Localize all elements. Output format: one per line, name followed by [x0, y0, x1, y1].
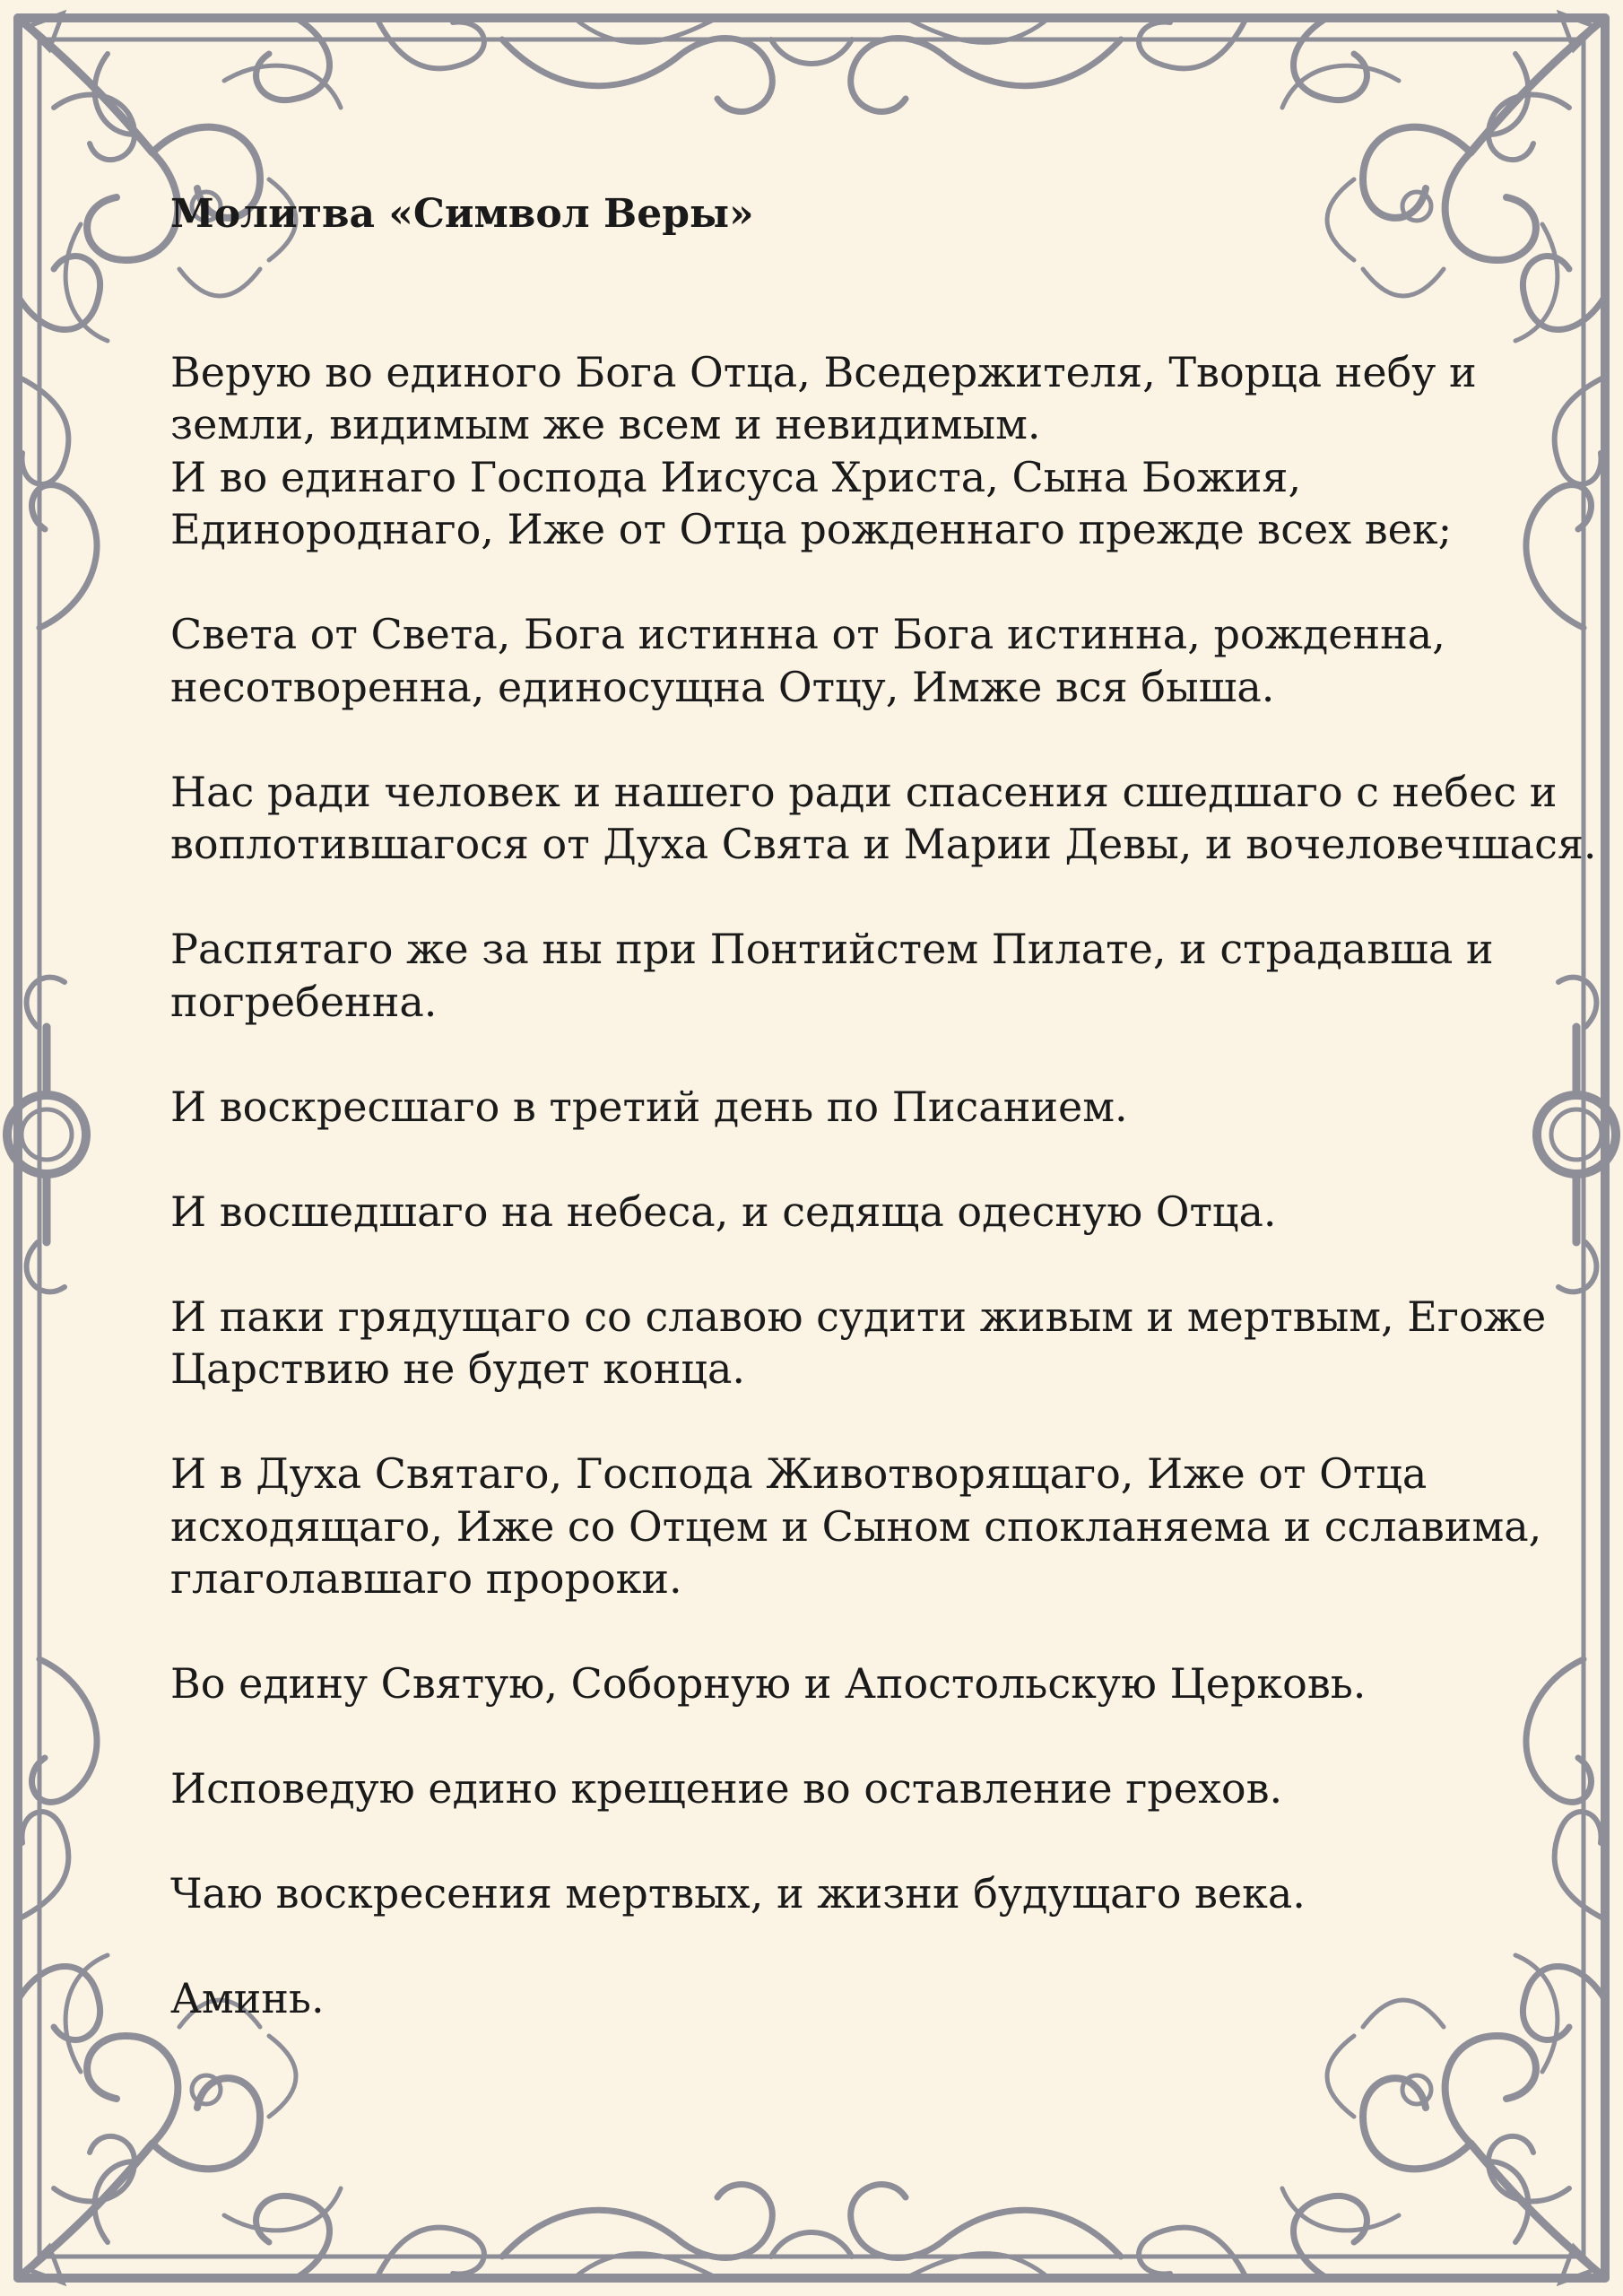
- prayer-line: Чаю воскресения мертвых, и жизни будущаго века.: [170, 1869, 1306, 1918]
- prayer-line: Верую во единого Бога Отца, Вседержителя, Творца небу и: [170, 347, 1477, 396]
- prayer-text-block: [170, 188, 1597, 2077]
- prayer-paragraph: [170, 346, 1497, 556]
- prayer-line: несотворенна, единосущна Отцу, Имже вся быша.: [170, 662, 1275, 711]
- prayer-line: И во единаго Господа Иисуса Христа, Сына Божия,: [170, 452, 1302, 501]
- prayer-line: Единороднаго, Иже от Отца рожденнаго прежде всех век;: [170, 505, 1453, 553]
- prayer-line: исходящаго, Иже со Отцем и Сыном спокланяема и сславима,: [170, 1501, 1542, 1551]
- prayer-paragraph: [170, 766, 1597, 871]
- prayer-line: Нас ради человек и нашего ради спасения сшедшаго с небес и: [170, 767, 1558, 816]
- prayer-line: земли, видимым же всем и невидимым.: [170, 400, 1041, 448]
- prayer-paragraph: [170, 1657, 1497, 1710]
- prayer-paragraph: [170, 1972, 1497, 2025]
- prayer-line: погребенна.: [170, 977, 438, 1026]
- prayer-paragraph: [170, 1081, 1497, 1134]
- prayer-line: воплотившагося от Духа Свята и Марии Девы, и вочеловечшася.: [170, 820, 1597, 868]
- page-title: Молитва «Символ Веры»: [170, 191, 754, 237]
- prayer-paragraph: [170, 1291, 1547, 1396]
- prayer-line: И воскресшаго в третий день по Писанием.: [170, 1082, 1128, 1131]
- prayer-line: Света от Света, Бога истинна от Бога истинна, рожденна,: [170, 610, 1445, 658]
- prayer-line: Аминь.: [170, 1974, 325, 2022]
- prayer-paragraph: [170, 608, 1497, 713]
- prayer-line: Распятаго же за ны при Понтийстем Пилате, и страдавша и: [170, 925, 1494, 973]
- prayer-paragraph: [170, 923, 1497, 1028]
- prayer-line: глаголавшаго пророки.: [170, 1554, 682, 1603]
- prayer-paragraph: [170, 1448, 1542, 1605]
- prayer-body: [170, 346, 1597, 2025]
- prayer-line: Царствию не будет конца.: [170, 1344, 746, 1393]
- prayer-line: И паки грядущаго со славою судити живым и мертвым, Егоже: [170, 1292, 1547, 1341]
- prayer-line: И в Духа Святаго, Господа Животворящаго, Иже от Отца: [170, 1449, 1428, 1498]
- prayer-paragraph: [170, 1867, 1497, 1920]
- prayer-line: И восшедшаго на небеса, и седяща одесную Отца.: [170, 1187, 1277, 1236]
- prayer-paragraph: [170, 1762, 1497, 1815]
- prayer-line: Во едину Святую, Соборную и Апостольскую Церковь.: [170, 1659, 1367, 1708]
- prayer-paragraph: [170, 1186, 1497, 1239]
- prayer-line: Исповедую едино крещение во оставление грехов.: [170, 1764, 1283, 1813]
